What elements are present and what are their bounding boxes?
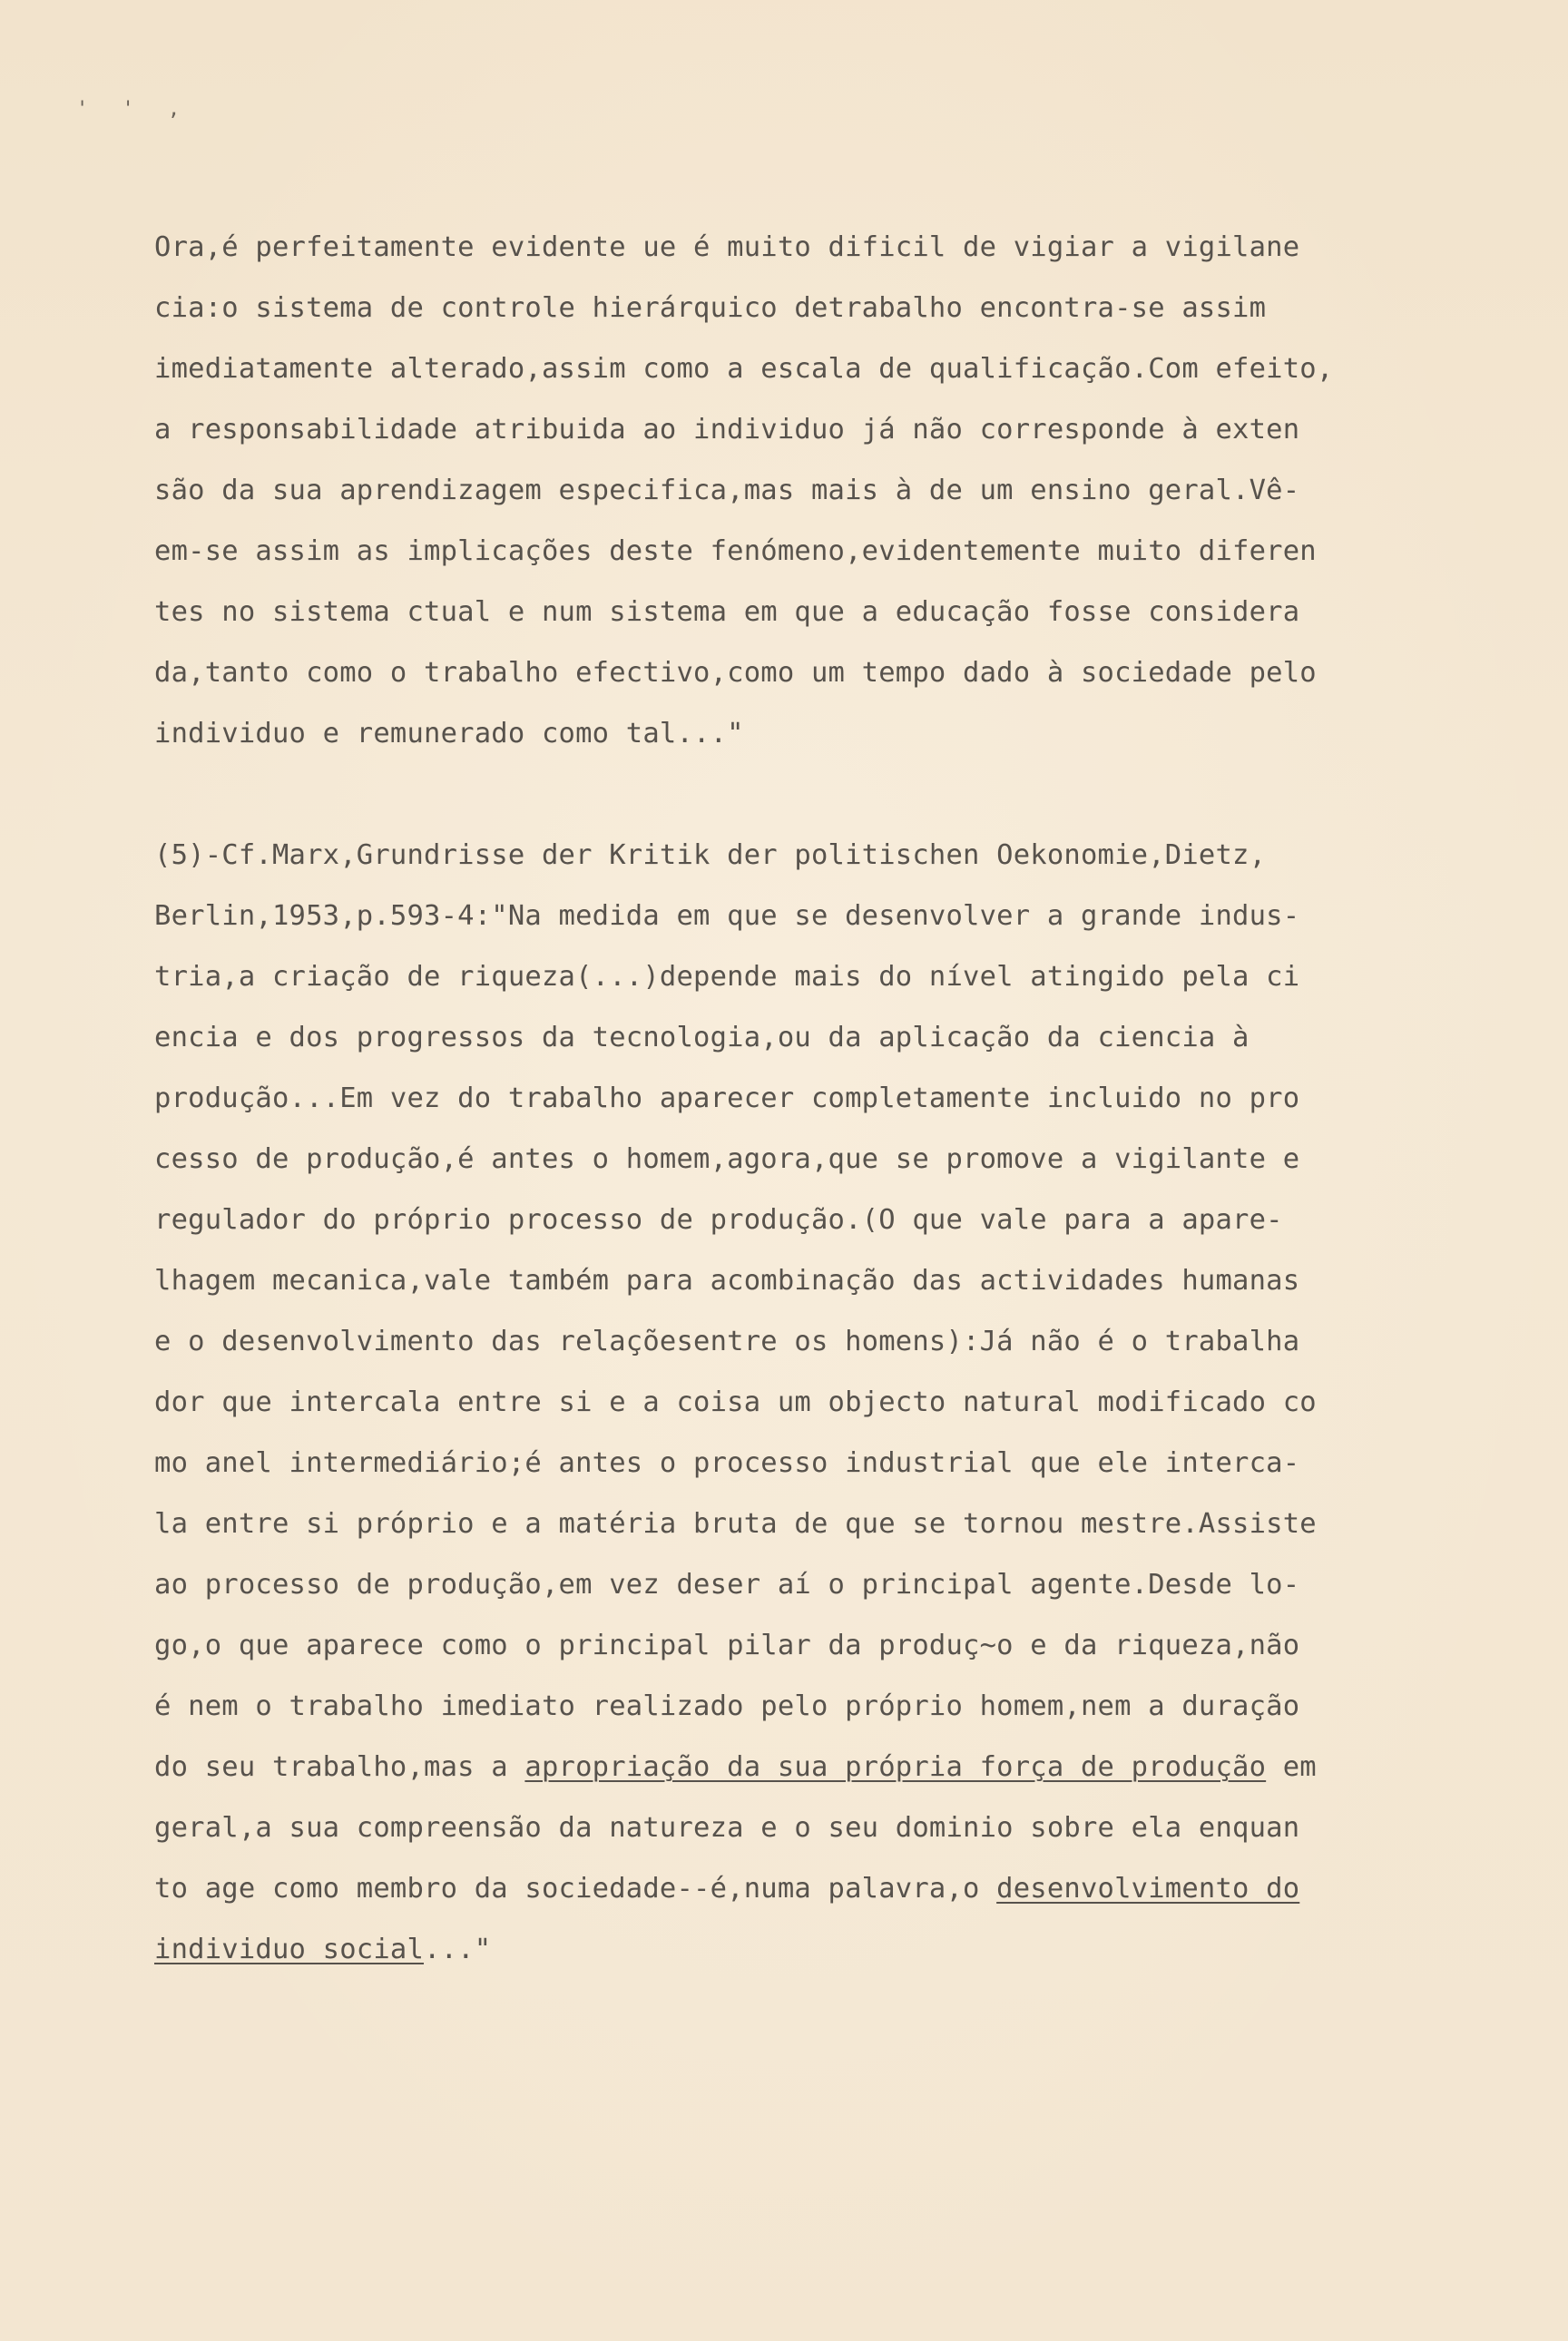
underlined-phrase-desenvolvimento: desenvolvimento do (996, 1873, 1300, 1905)
paragraph1-line-6: em-se assim as implicações deste fenómeno,evidentemente muito diferen (154, 535, 1317, 567)
footnote-line-7: regulador do próprio processo de produção.(O que vale para a apare- (154, 1204, 1283, 1236)
footnote-line-2: Berlin,1953,p.593-4:"Na medida em que se desenvolver a grande indus- (154, 900, 1300, 932)
underlined-phrase-apropriacao: apropriação da sua própria força de produção (524, 1751, 1267, 1783)
paragraph1-line-1: Ora,é perfeitamente evidente ue é muito dificil de vigiar a vigilane (154, 231, 1300, 263)
footnote-line-18-start: to age como membro da sociedade--é,numa palavra,o (154, 1873, 997, 1905)
footnote-line-12: la entre si próprio e a matéria bruta de que se tornou mestre.Assiste (154, 1508, 1317, 1540)
paragraph1-line-9-text: individuo e remunerado como tal... (154, 718, 728, 749)
footnote-line-19 (154, 1934, 491, 1965)
footnote-line-14: go,o que aparece como o principal pilar da produç~o e da riqueza,não (154, 1630, 1300, 1661)
footnote-line-16 (154, 1751, 1317, 1783)
footnote-line-6: cesso de produção,é antes o homem,agora,que se promove a vigilante e (154, 1143, 1300, 1175)
footnote-line-19-end: ..." (424, 1934, 492, 1965)
footnote-line-4: encia e dos progressos da tecnologia,ou da aplicação da ciencia à (154, 1022, 1250, 1053)
paragraph1-line-7: tes no sistema ctual e num sistema em que a educação fosse considera (154, 596, 1300, 628)
underlined-phrase-individuo-social: individuo social (154, 1934, 425, 1965)
footnote-line-1: (5)-Cf.Marx,Grundrisse der Kritik der politischen Oekonomie,Dietz, (154, 839, 1267, 871)
footnote-line-15: é nem o trabalho imediato realizado pelo próprio homem,nem a duração (154, 1690, 1300, 1722)
corner-marks: ' ' , (76, 98, 191, 121)
footnote-line-16-end: em (1266, 1751, 1317, 1783)
paragraph1-line-2: cia:o sistema de controle hierárquico detrabalho encontra-se assim (154, 292, 1267, 324)
footnote-line-9: e o desenvolvimento das relaçõesentre os homens):Já não é o trabalha (154, 1326, 1300, 1357)
paragraph1-line-4: a responsabilidade atribuida ao individuo já não corresponde à exten (154, 414, 1300, 446)
footnote-line-8: lhagem mecanica,vale também para acombinação das actividades humanas (154, 1265, 1300, 1297)
paragraph1-line-3: imediatamente alterado,assim como a escala de qualificação.Com efeito, (154, 353, 1334, 385)
footnote-line-11: mo anel intermediário;é antes o processo industrial que ele interca- (154, 1447, 1300, 1479)
footnote-line-18 (154, 1873, 1299, 1905)
paragraph1-line-8: da,tanto como o trabalho efectivo,como um tempo dado à sociedade pelo (154, 657, 1317, 689)
paragraph1-line-5: são da sua aprendizagem especifica,mas mais à de um ensino geral.Vê- (154, 475, 1300, 506)
footnote-line-10: dor que intercala entre si e a coisa um objecto natural modificado co (154, 1386, 1317, 1418)
footnote-line-5: produção...Em vez do trabalho aparecer completamente incluido no pro (154, 1082, 1300, 1114)
footnote-line-17: geral,a sua compreensão da natureza e o seu dominio sobre ela enquan (154, 1812, 1300, 1844)
paragraph1-line-9: individuo e remunerado como tal..." (154, 718, 744, 749)
footnote-line-3: tria,a criação de riqueza(...)depende mais do nível atingido pela ci (154, 961, 1300, 993)
footnote-line-13: ao processo de produção,em vez deser aí o principal agente.Desde lo- (154, 1569, 1300, 1601)
footnote-line-16-start: do seu trabalho,mas a (154, 1751, 525, 1783)
